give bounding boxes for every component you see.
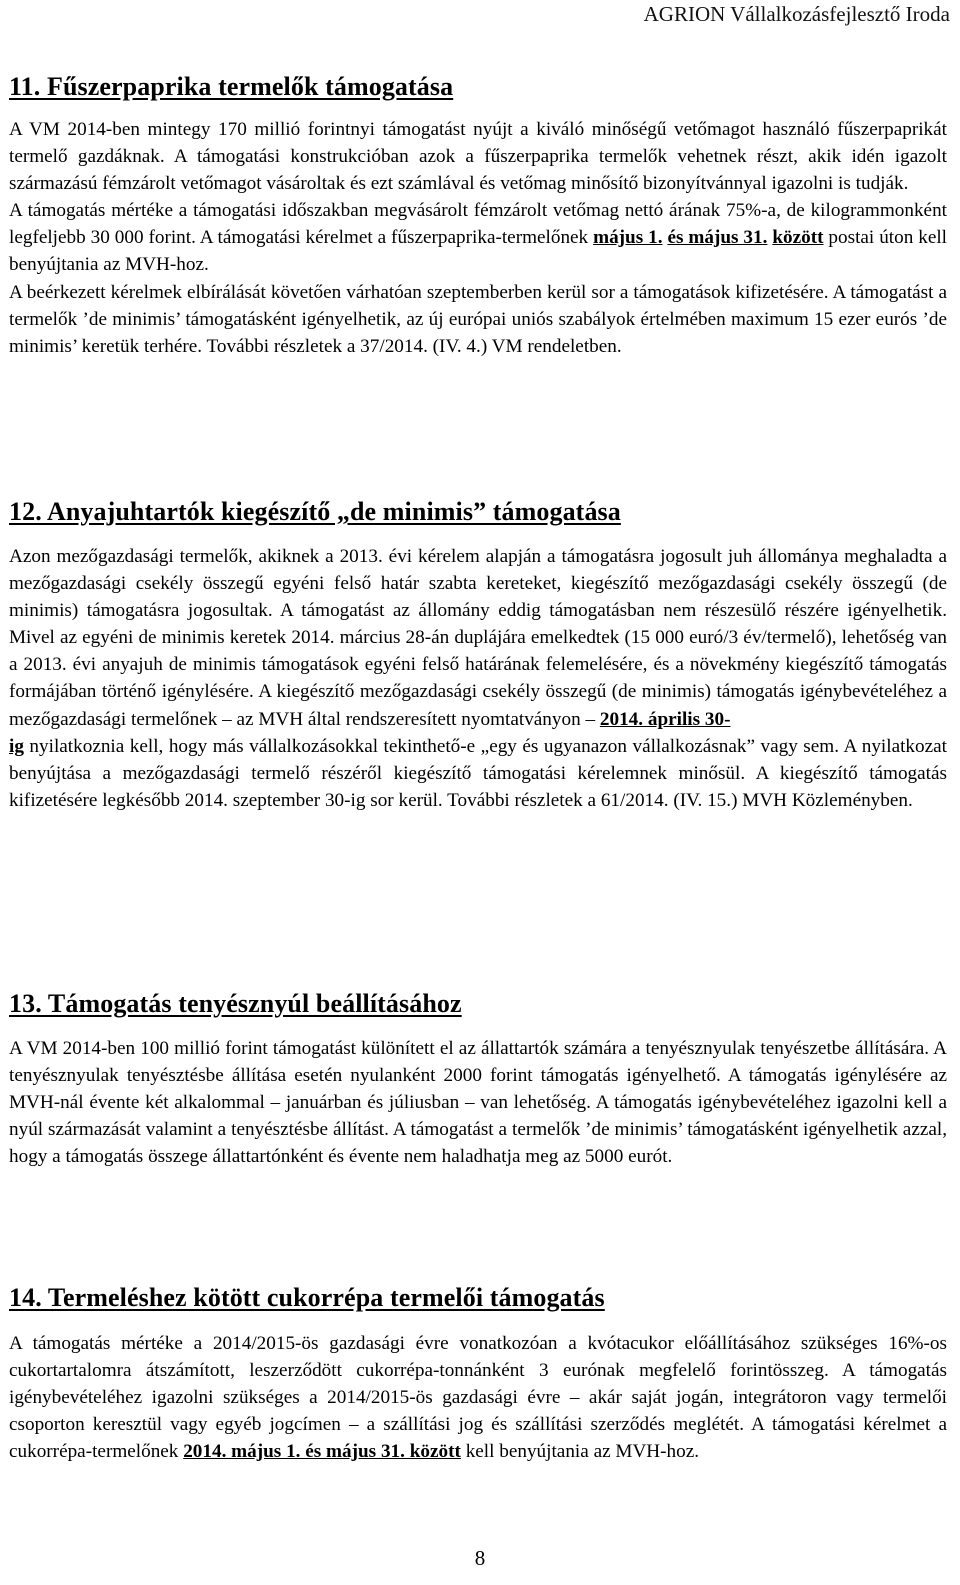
deadline-highlight: ig bbox=[9, 735, 24, 757]
deadline-highlight: 2014. április 30- bbox=[599, 708, 731, 730]
date-highlight: május 1. bbox=[593, 227, 663, 249]
section-title: 14. Termeléshez kötött cukorrépa termelői támogatás bbox=[9, 1283, 605, 1312]
paragraph: A beérkezett kérelmek elbírálását követően várhatóan szeptemberben kerül sor a támogatások kifizetésére. A támogatást a termelők ’de minimis’ támogatásként igényelhetik, az új európai uniós szabályok értelmében maximum 15 ezer eurós ’de minimis’ keretük terhére. További részletek a 37/2014. (IV. 4.) VM rendeletben. bbox=[9, 281, 947, 357]
text-run: nyilatkoznia kell, hogy más vállalkozásokkal tekinthető-e „egy és ugyanazon vállalkozásnak” vagy sem. A nyilatkozat benyújtása a mezőgazdasági termelő részéről kiegészítő támogatási kérelemnek minősül. A kiegészítő támogatás kifizetésére legkésőbb 2014. szeptember 30-ig sor kerül. További részletek a 61/2014. (IV. 15.) MVH Közleményben. bbox=[9, 735, 947, 811]
page-number: 8 bbox=[474, 1546, 486, 1570]
paragraph: A VM 2014-ben mintegy 170 millió forintnyi támogatást nyújt a kiváló minőségű vetőmagot használó fűszerpaprikát termelő gazdáknak. A támogatási konstrukcióban azok a fűszerpaprika termelők vehetnek részt, akik idén igazolt származású fémzárolt vetőmagot vásároltak és ezt számlával és vetőmag minősítő bizonyítvánnyal igazolni is tudják. bbox=[9, 119, 947, 195]
paragraph bbox=[9, 197, 947, 278]
section-13 bbox=[9, 989, 947, 1170]
section-title: 13. Támogatás tenyésznyúl beállításához bbox=[9, 989, 462, 1018]
text-run: postai úton kell benyújtania az MVH-hoz. bbox=[9, 227, 948, 276]
text-run: A támogatás mértéke a 2014/2015-ös gazdasági évre vonatkozóan a kvótacukor előállításához szükséges 16%-os cukortartalomra átszámított, leszerződött cukorrépa-tonnánként 3 eurónak megfelelő forintösszeg. A támogatás igénybevételéhez igazolni szükséges a 2014/2015-ös gazdasági évre – akár saját jogán, integrátoron vagy termelői csoporton keresztül vagy egyéb jogcímen – a szállítási jog és szállítási szerződés meglétét. A támogatási kérelmet a cukorrépa-termelőnek bbox=[9, 1333, 947, 1463]
paragraph bbox=[9, 1330, 947, 1465]
section-title: 12. Anyajuhtartók kiegészítő „de minimis” támogatása bbox=[9, 497, 621, 526]
section-14 bbox=[9, 1283, 947, 1465]
deadline-highlight: 2014. május 1. és május 31. között bbox=[183, 1441, 461, 1463]
text-run: Azon mezőgazdasági termelők, akiknek a 2013. évi kérelem alapján a támogatásra jogosult juh állománya meghaladta a mezőgazdasági csekély összegű egyéni felső határ szabta kereteket, kiegészítő mezőgazdasági csekély összegű (de minimis) támogatásra jogosultak. A támogatást az állomány eddig támogatásban nem részesülő részére igényelhetik. Mivel az egyéni de minimis keretek 2014. március 28-án duplájára emelkedtek (15 000 euró/3 év/termelő), lehetőség van a 2013. évi anyajuh de minimis támogatások egyéni felső határának felemelésére, és a növekmény kiegészítő támogatás formájában történő igénylésére. A kiegészítő mezőgazdasági csekély összegű (de minimis) támogatás igénybevételéhez a mezőgazdasági termelőnek – az MVH által rendszeresített nyomtatványon – bbox=[9, 546, 947, 730]
section-11 bbox=[9, 72, 947, 360]
text-run: kell benyújtania az MVH-hoz. bbox=[460, 1441, 700, 1463]
text-run: A támogatás mértéke a támogatási időszakban megvásárolt fémzárolt vetőmag nettó árának 75%-a, de kilogrammonként legfeljebb 30 000 forint. A támogatási kérelmet a fűszerpaprika-termelőnek bbox=[9, 200, 947, 249]
paragraph bbox=[9, 543, 947, 814]
date-highlight: között bbox=[772, 227, 824, 249]
date-highlight: és május 31. bbox=[667, 227, 768, 249]
section-title: 11. Fűszerpaprika termelők támogatása bbox=[9, 72, 454, 101]
section-12 bbox=[9, 497, 947, 814]
paragraph: A VM 2014-ben 100 millió forint támogatást különített el az állattartók számára a tenyésznyulak tenyészetbe állítására. A tenyésznyulak tenyésztésbe állítása esetén nyulanként 2000 forint támogatás igényelhető. A támogatás igénylésére az MVH-nál évente két alkalommal – januárban és júliusban – van lehetőség. A támogatás igénybevételéhez igazolni kell a nyúl származását valamint a tenyésztésbe állítást. A támogatást a termelők ’de minimis’ támogatásként igényelhetik azzal, hogy a támogatás összege állattartónként és évente nem haladhatja meg az 5000 eurót. bbox=[9, 1038, 947, 1168]
page-header: AGRION Vállalkozásfejlesztő Iroda bbox=[643, 2, 950, 26]
